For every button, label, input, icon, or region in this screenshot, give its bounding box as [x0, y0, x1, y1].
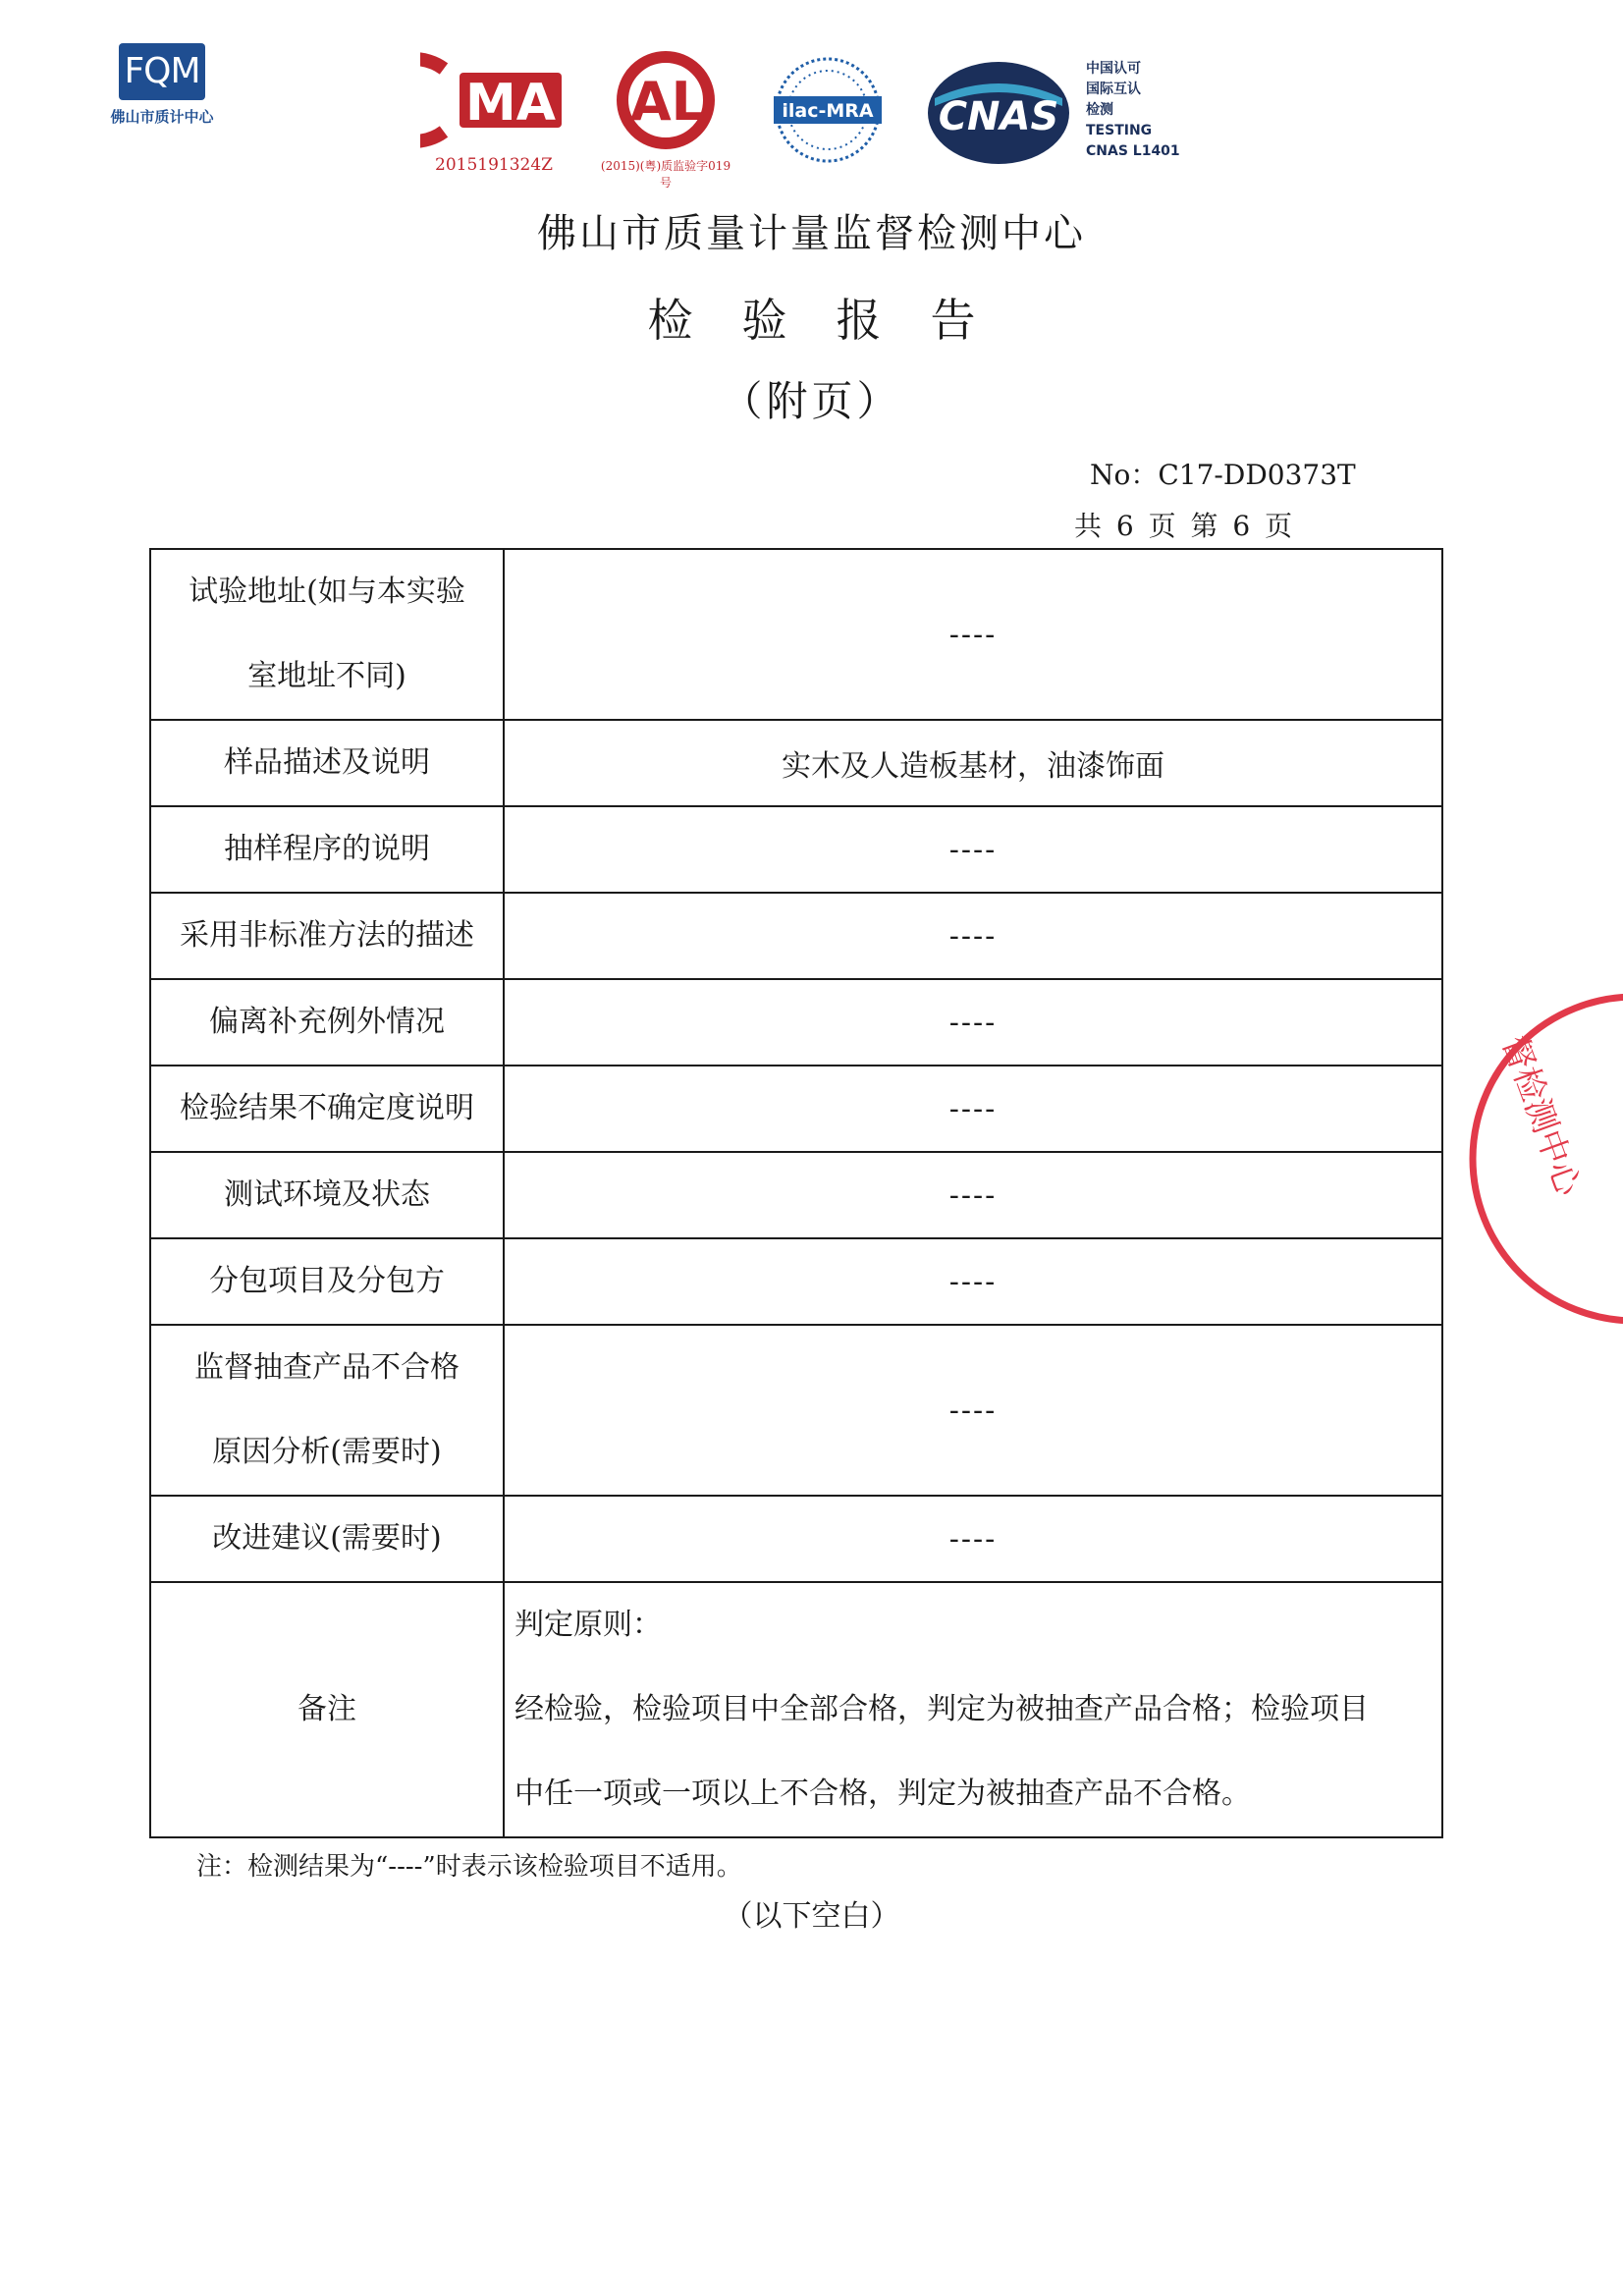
report-number: No：C17-DD0373T — [1090, 459, 1356, 491]
page-indicator: 共 6 页 第 6 页 — [1074, 510, 1293, 542]
table-row — [150, 1325, 1442, 1496]
row-value: ---- — [504, 1325, 1442, 1496]
cal-mark-text: AL — [629, 71, 706, 133]
row-label: 采用非标准方法的描述 — [150, 893, 504, 979]
report-title: 检验报告 — [647, 294, 1025, 347]
row-label: 测试环境及状态 — [150, 1152, 504, 1238]
cnas-mark-text: CNAS — [938, 94, 1059, 139]
remark-label: 备注 — [150, 1582, 504, 1837]
row-label — [150, 1325, 504, 1496]
row-value: ---- — [504, 979, 1442, 1066]
table-row — [150, 720, 1442, 806]
blank-below-note: （以下空白） — [723, 1899, 900, 1934]
table-row — [150, 1152, 1442, 1238]
table-row — [150, 1496, 1442, 1582]
cnas-info-line: 检测 — [1086, 102, 1113, 118]
row-value: ---- — [504, 806, 1442, 893]
footnote: 注：检测结果为“----”时表示该检验项目不适用。 — [196, 1852, 742, 1882]
row-label: 检验结果不确定度说明 — [150, 1066, 504, 1152]
row-value: ---- — [504, 549, 1442, 720]
ilac-globe-icon — [764, 51, 892, 169]
row-value: 实木及人造板基材，油漆饰面 — [504, 720, 1442, 806]
cma-mark-text: MA — [465, 74, 556, 133]
remark-row — [150, 1582, 1442, 1837]
row-label: 改进建议(需要时) — [150, 1496, 504, 1582]
table-row — [150, 549, 1442, 720]
ilac-mark-text: ilac-MRA — [782, 100, 874, 122]
cnas-info-line: TESTING — [1086, 123, 1153, 138]
cnas-mark-icon — [925, 59, 1072, 167]
row-label: 抽样程序的说明 — [150, 806, 504, 893]
row-value: ---- — [504, 1152, 1442, 1238]
seal-text: 督检测中心 — [1493, 1030, 1589, 1201]
row-label: 分包项目及分包方 — [150, 1238, 504, 1325]
row-label: 样品描述及说明 — [150, 720, 504, 806]
table-row — [150, 893, 1442, 979]
cma-mark-icon — [420, 51, 568, 149]
row-value: ---- — [504, 1238, 1442, 1325]
remark-line: 经检验，检验项目中全部合格，判定为被抽查产品合格；检验项目 — [514, 1692, 1369, 1726]
fqm-logo — [98, 43, 226, 127]
row-label-line: 监督抽查产品不合格 — [194, 1350, 460, 1385]
row-label: 偏离补充例外情况 — [150, 979, 504, 1066]
cnas-info-line: 中国认可 — [1086, 61, 1141, 77]
cnas-logo — [925, 59, 1072, 167]
cma-certificate-number: 2015191324Z — [435, 155, 553, 175]
organization-name: 佛山市质量计量监督检测中心 — [537, 211, 1086, 256]
fqm-logo-mark: FQM — [119, 43, 205, 100]
cal-certificate-number: (2015)(粤)质监验字019号 — [600, 159, 731, 190]
row-value: ---- — [504, 893, 1442, 979]
table-row — [150, 1066, 1442, 1152]
ilac-mra-logo — [764, 51, 892, 169]
cnas-accreditation-info — [1086, 59, 1180, 162]
table-row — [150, 979, 1442, 1066]
cal-certification-logo — [597, 49, 734, 191]
row-value: ---- — [504, 1066, 1442, 1152]
fqm-logo-caption: 佛山市质计中心 — [110, 108, 214, 126]
row-label-line: 室地址不同) — [247, 659, 406, 693]
remark-line: 中任一项或一项以上不合格，判定为被抽查产品不合格。 — [514, 1777, 1251, 1811]
remark-content — [504, 1582, 1442, 1837]
remark-line: 判定原则： — [514, 1608, 662, 1642]
cal-mark-icon — [597, 49, 734, 151]
report-subtitle: （附页） — [721, 377, 902, 425]
cnas-info-line: 国际互认 — [1086, 82, 1141, 97]
table-row — [150, 1238, 1442, 1325]
seal-icon — [1463, 982, 1623, 1336]
row-label — [150, 549, 504, 720]
row-label-line: 原因分析(需要时) — [212, 1435, 442, 1469]
official-seal-stamp — [1463, 982, 1623, 1336]
row-value: ---- — [504, 1496, 1442, 1582]
table-row — [150, 806, 1442, 893]
report-info-table — [149, 548, 1443, 1838]
row-label-line: 试验地址(如与本实验 — [189, 574, 465, 609]
cnas-info-line: CNAS L1401 — [1086, 143, 1180, 159]
cma-certification-logo — [420, 51, 568, 175]
